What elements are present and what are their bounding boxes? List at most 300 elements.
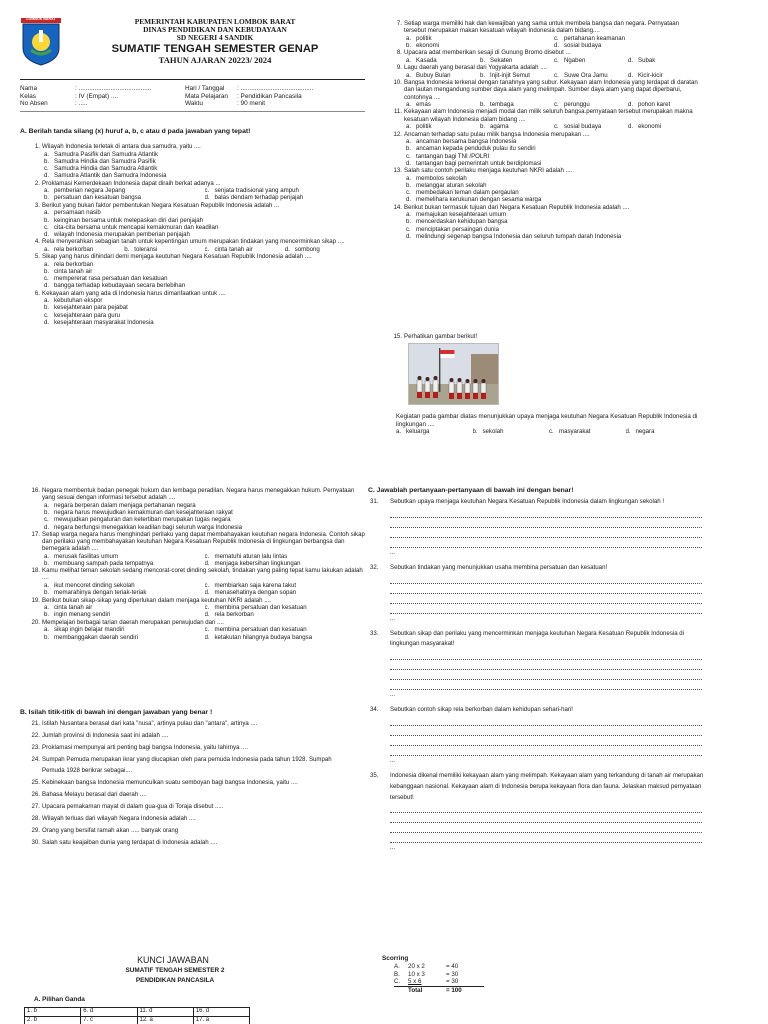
answer-option[interactable] <box>44 224 365 231</box>
answer-key-sub1: SUMATIF TENGAH SEMESTER 2 <box>125 967 225 974</box>
question-text: Setiap warga memiliki hak dan kewajiban yang sama untuk membela bangsa dan negara. Pernyataan tersebut merupakan makan kesatuan wilayah Indonesia dalam bidang.... <box>404 20 680 35</box>
answer-option[interactable] <box>480 57 554 64</box>
option-letter: d. <box>625 428 631 436</box>
answer-option[interactable] <box>406 42 554 49</box>
question-item <box>382 20 702 34</box>
question-number: 10. <box>393 79 402 87</box>
exam-year: TAHUN AJARAN 20223/ 2024 <box>158 55 272 65</box>
fill-question <box>20 742 345 753</box>
answer-option[interactable] <box>554 72 628 79</box>
question-item <box>382 64 702 71</box>
option-letter: a. <box>406 34 412 42</box>
answer-option[interactable] <box>628 101 702 108</box>
answer-option[interactable] <box>44 217 365 224</box>
question-number: 16. <box>31 487 40 494</box>
answer-option[interactable] <box>554 35 702 42</box>
answer-option[interactable] <box>44 312 365 319</box>
scoring-cell: 5 x 6 <box>408 978 422 986</box>
question-item <box>20 238 365 245</box>
answer-option[interactable] <box>554 57 628 64</box>
option-text: kesejahteraan masyarakat Indonesia <box>54 318 154 326</box>
option-text: Ngaben <box>564 57 586 65</box>
question-number: 34. <box>370 706 379 714</box>
answer-option[interactable] <box>406 72 480 79</box>
question-number: 1. <box>34 143 40 150</box>
answer-option[interactable] <box>628 72 702 79</box>
question-text: Indonesia dikenal memiliki kekayaan alam yang melimpah. Kekayaan alam yang terkandung di tanah air merupakan kebanggaan nasional. Kekayaan alam di Indonesia berupa kekayaan flora dan fauna. Jelaskan maksud pernyataan tersebut! <box>390 771 704 801</box>
absen-field[interactable]: : ..... <box>75 100 88 108</box>
option-letter: d. <box>204 633 210 641</box>
option-text: ingin menang sendiri <box>54 611 111 619</box>
option-letter: c. <box>44 223 49 231</box>
option-letter: a. <box>406 138 412 146</box>
essay-question <box>368 629 708 700</box>
question-number: 35. <box>370 771 379 779</box>
option-letter: b. <box>406 218 412 226</box>
question-number: 18. <box>31 567 40 575</box>
answer-line[interactable] <box>390 604 702 614</box>
answer-option[interactable] <box>44 187 205 194</box>
answer-line[interactable] <box>390 726 702 736</box>
option-text: pemberian negara Jepang <box>54 187 126 195</box>
answer-option[interactable] <box>44 524 365 531</box>
option-text: persamaan nasib <box>54 209 101 217</box>
question-text: Bangsa Indonesia terkenal dengan tanahnya yang subur. Kekayaan alam Indonesia yang terdapat di daratan dan lautan mengandung sumber daya alam yang melimpah. Sumber daya alam yang dapat diperbarui, contohnya .... <box>404 79 698 101</box>
answer-line[interactable] <box>390 660 702 670</box>
answer-key-cell: 6. d <box>81 1008 137 1017</box>
option-letter: c. <box>549 428 554 436</box>
answer-option[interactable] <box>205 553 366 560</box>
question-15-options <box>382 428 702 435</box>
answer-option[interactable] <box>480 123 554 130</box>
option-text: rela berkorban <box>54 245 94 253</box>
option-text: politik <box>416 123 432 131</box>
answer-option[interactable] <box>44 297 365 304</box>
option-text: Suwe Ora Jamu <box>564 71 608 79</box>
nama-label: Nama <box>20 85 38 92</box>
question-number: 15. <box>393 333 402 340</box>
question-number: 27. <box>31 802 40 810</box>
option-letter: c. <box>554 57 559 65</box>
answer-line[interactable] <box>390 594 702 604</box>
option-letter: c. <box>406 152 411 160</box>
option-text: mewujudkan pengaturan dan ketertiban merupakan tugas negara <box>54 516 231 524</box>
answer-option[interactable] <box>44 246 124 253</box>
option-letter: b. <box>44 633 50 641</box>
question-number: 6. <box>34 289 40 297</box>
answer-option[interactable] <box>406 101 480 108</box>
answer-option[interactable] <box>406 160 702 167</box>
answer-option[interactable] <box>44 634 205 641</box>
answer-option[interactable] <box>44 158 365 165</box>
option-letter: d. <box>628 57 634 65</box>
answer-option[interactable] <box>205 634 366 641</box>
option-letter: b. <box>480 57 486 65</box>
option-letter: a. <box>44 626 50 634</box>
option-letter: a. <box>44 150 50 158</box>
scoring-row <box>394 963 484 971</box>
answer-line[interactable] <box>390 803 702 813</box>
question-item <box>382 108 702 122</box>
essay-question <box>368 771 708 852</box>
fill-question <box>20 837 345 848</box>
option-text: senjata tradisional yang ampuh <box>214 187 299 195</box>
question-text: Rela menyerahkan sebagian tanah untuk kepentingan umum merupakan tindakan yang mencerminkan sikap .... <box>42 238 345 246</box>
option-text: ekonomi <box>638 123 662 131</box>
question-text: Kekayaan alam Indonesia menjadi modal dan milik seluruh bangsa.pernyataan tersebut merupakan makna kesatuan wilayah Indonesia dalam bidang .... <box>404 108 693 123</box>
answer-ellipsis: ... <box>390 756 396 764</box>
option-text: cinta tanah air <box>54 267 93 275</box>
option-letter: d. <box>406 159 412 167</box>
answer-options <box>20 582 365 596</box>
question-item <box>382 49 702 56</box>
question-text: Berikut bukan termasuk tujuan dari Negara Kesatuan Republik Indonesia adalah .... <box>404 203 630 211</box>
answer-option[interactable] <box>44 611 205 618</box>
option-text: bangga terhadap kebudayaan secara berlebihan <box>54 282 186 290</box>
answer-option[interactable] <box>406 233 702 240</box>
essay-question <box>368 497 708 557</box>
option-letter: b. <box>44 611 50 619</box>
answer-line[interactable] <box>390 813 702 823</box>
answer-option[interactable] <box>473 428 550 435</box>
option-text: melanggar aturan sekolah <box>416 181 487 189</box>
option-letter: d. <box>284 245 290 253</box>
letterhead-line2: DINAS PENDIDIKAN DAN KEBUDAYAAN <box>143 25 287 34</box>
answer-options <box>20 209 365 238</box>
question-number: 3. <box>34 201 40 209</box>
answer-ellipsis: ... <box>390 844 396 852</box>
school-logo <box>21 18 61 66</box>
answer-options <box>20 151 365 180</box>
waktu-value: : 90 menit <box>237 100 266 108</box>
answer-line[interactable] <box>390 833 702 843</box>
question-text: Bahasa Melayu berasal dari daerah .... <box>42 790 147 798</box>
question-text: Upacara pemakaman mayat di dalam gua-gua di Toraja disebut ..... <box>42 802 224 810</box>
answer-option[interactable] <box>44 165 365 172</box>
answer-option[interactable] <box>406 182 702 189</box>
question-number: 5. <box>34 253 40 261</box>
letterhead-line1: PEMERINTAH KABUPATEN LOMBOK BARAT <box>134 17 296 26</box>
answer-line[interactable] <box>390 508 702 518</box>
option-letter: a. <box>44 260 50 268</box>
answer-option[interactable] <box>44 604 205 611</box>
answer-option[interactable] <box>406 226 702 233</box>
kelas-label: Kelas <box>20 92 36 100</box>
scoring-title: Scorring <box>382 955 409 962</box>
question-text: Istilah Nusantara berasal dari kata "nusa", artinya pulau dan "antara", artinya .... <box>42 720 258 727</box>
option-letter: b. <box>44 589 50 597</box>
answer-key-cell: 16. d <box>193 1008 249 1017</box>
option-letter: b. <box>480 71 486 79</box>
answer-option[interactable] <box>44 560 205 567</box>
question-item <box>20 180 365 187</box>
identity-divider <box>20 111 365 112</box>
option-letter: a. <box>406 57 412 65</box>
question-text: Kamu melihat teman sekolah sedang mencorat-coret dinding sekolah, tindakan yang paling tepat kamu lakukan adalah .... <box>42 567 363 582</box>
option-letter: c. <box>204 552 210 560</box>
question-number: 21. <box>31 720 40 727</box>
answer-option[interactable] <box>44 509 365 516</box>
answer-option[interactable] <box>124 246 204 253</box>
question-number: 26. <box>31 790 40 798</box>
option-text: toleransi <box>134 245 158 253</box>
answer-option[interactable] <box>44 275 365 282</box>
hari-field[interactable]: : ......................................... <box>237 85 314 92</box>
option-letter: a. <box>44 582 50 590</box>
option-text: balas dendam terhadap penjajah <box>214 194 304 202</box>
answer-option[interactable] <box>205 560 366 567</box>
answer-options <box>382 175 702 204</box>
option-text: membolos sekolah <box>416 174 467 182</box>
option-letter: d. <box>204 560 210 568</box>
question-text: Upacara adat memberikan sesaji di Gunung Bromo disebut ... <box>404 49 571 57</box>
answer-option[interactable] <box>480 101 554 108</box>
option-text: masyarakat <box>559 428 591 436</box>
option-text: menciptakan persaingan dunia <box>416 225 500 233</box>
answer-key-sub2: PENDIDIKAN PANCASILA <box>135 977 215 984</box>
answer-line[interactable] <box>390 518 702 528</box>
option-text: sosial budaya <box>564 123 602 131</box>
answer-option[interactable] <box>396 428 473 435</box>
answer-option[interactable] <box>44 231 365 238</box>
option-letter: b. <box>44 509 50 517</box>
nama-field[interactable]: : ......................................... <box>75 85 152 92</box>
option-text: cinta tanah air <box>54 604 93 612</box>
answer-option[interactable] <box>205 626 366 633</box>
answer-line[interactable] <box>390 736 702 746</box>
answer-option[interactable] <box>44 304 365 311</box>
answer-option[interactable] <box>44 319 365 326</box>
option-text: pertahanan keamanan <box>564 34 625 42</box>
question-item <box>20 531 365 553</box>
answer-option[interactable] <box>406 175 702 182</box>
answer-option[interactable] <box>205 187 366 194</box>
option-letter: a. <box>406 101 412 109</box>
answer-line[interactable] <box>390 680 702 690</box>
answer-option[interactable] <box>205 194 366 201</box>
answer-option[interactable] <box>406 196 702 203</box>
mapel-value: : Pendidikan Pancasila <box>237 92 302 100</box>
scoring-cell: Total <box>408 986 446 995</box>
option-letter: c. <box>204 626 210 634</box>
option-text: membuang sampah pada tempatnya <box>54 560 154 568</box>
question-number: 2. <box>34 179 40 187</box>
option-letter: d. <box>628 71 634 79</box>
answer-option[interactable] <box>44 626 205 633</box>
option-text: Samudra Atlantik dan Samudra Indonesia <box>54 172 167 180</box>
scoring-cell <box>394 986 408 995</box>
answer-line[interactable] <box>390 538 702 548</box>
option-letter: a. <box>406 174 412 182</box>
option-text: kesejahteraan para pejabat <box>54 304 128 312</box>
answer-option[interactable] <box>205 589 366 596</box>
answer-option[interactable] <box>44 194 205 201</box>
question-text: Negara membentuk badan penegak hukum dan lembaga peradilan. Negara harus menegakkan hukum. Pernyataan yang sesuai dengan informasi tersebut adalah .... <box>42 487 355 502</box>
essay-questions <box>368 497 708 858</box>
answer-ellipsis: ... <box>390 548 396 556</box>
answer-option[interactable] <box>44 209 365 216</box>
answer-ellipsis: ... <box>390 614 396 622</box>
letterhead-line3: SD NEGERI 4 SANDIK <box>176 33 254 42</box>
option-text: membanggakan daerah sendiri <box>54 633 139 641</box>
answer-option[interactable] <box>205 246 285 253</box>
option-letter: a. <box>406 123 412 131</box>
option-letter: b. <box>44 267 50 275</box>
answer-option[interactable] <box>44 151 365 158</box>
answer-line[interactable] <box>390 716 702 726</box>
answer-line[interactable] <box>390 574 702 584</box>
answer-line[interactable] <box>390 584 702 594</box>
answer-line[interactable] <box>390 823 702 833</box>
question-text: Sumpah Pemuda merupakan ikrar yang diucapkan oleh para pemuda Indonesia pada tahun 1928. Sumpah Pemuda 1928 berikrar sebagai.... <box>42 755 332 775</box>
option-letter: b. <box>406 145 412 153</box>
question-text: Proklamasi mempunyai arti penting bagi bangsa Indonesia, yaitu lahirnya .... <box>42 743 248 751</box>
option-text: membina persatuan dan kesatuan <box>214 604 307 612</box>
answer-option[interactable] <box>44 516 365 523</box>
option-letter: a. <box>44 501 50 509</box>
answer-option[interactable] <box>626 428 703 435</box>
answer-option[interactable] <box>406 211 702 218</box>
answer-option[interactable] <box>205 611 366 618</box>
question-text: Jumlah provinsi di Indonesia saat ini adalah .... <box>42 731 169 739</box>
answer-option[interactable] <box>44 502 365 509</box>
answer-key-row <box>25 1016 250 1024</box>
question-item <box>20 202 365 209</box>
option-letter: c. <box>406 225 411 233</box>
question-number: 25. <box>31 779 40 787</box>
question-15-caption: Kegiatan pada gambar diatas menunjukkan upaya menjaga keutuhan Negara Kesatuan Republik Indonesia di lingkungan .... <box>396 413 698 428</box>
option-text: membedakan teman dalam pergaulan <box>416 189 519 197</box>
fill-question <box>20 801 345 812</box>
answer-option[interactable] <box>44 172 365 179</box>
scoring-row <box>394 986 484 995</box>
questions-7-14 <box>382 20 702 240</box>
option-text: merusak fasilitas umum <box>54 552 119 560</box>
answer-option[interactable] <box>406 138 702 145</box>
answer-option[interactable] <box>406 153 702 160</box>
option-letter: d. <box>406 196 412 204</box>
answer-line[interactable] <box>390 528 702 538</box>
answer-option[interactable] <box>44 282 365 289</box>
option-text: negara berfungsi menegakkan keadilan bagi seluruh warga Indonesia <box>54 523 243 531</box>
option-letter: c. <box>204 604 210 612</box>
question-text: Salah satu keajaiban dunia yang terdapat di Indonesia adalah .... <box>42 838 218 846</box>
answer-line[interactable] <box>390 746 702 756</box>
option-letter: c. <box>204 187 210 195</box>
answer-option[interactable] <box>406 218 702 225</box>
answer-option[interactable] <box>549 428 626 435</box>
option-text: memarahinya dengan teriak-teriak <box>54 589 147 597</box>
option-letter: a. <box>44 209 50 217</box>
question-number: 29. <box>31 826 40 834</box>
option-text: rela berkorban <box>214 611 254 619</box>
option-letter: b. <box>480 123 486 131</box>
option-text: tembaga <box>490 101 514 109</box>
answer-option[interactable] <box>628 123 702 130</box>
answer-option[interactable] <box>205 604 366 611</box>
answer-option[interactable] <box>205 582 366 589</box>
logo-text: LOMBOK BARAT <box>26 17 56 21</box>
question-text: Berikut bukan sikap-sikap yang diperlukan dalam menjaga keutuhan NKRI adalah .... <box>42 596 271 604</box>
option-letter: d. <box>628 101 634 109</box>
answer-options <box>20 261 365 290</box>
answer-key-cell: 11. d <box>137 1008 193 1017</box>
option-letter: d. <box>44 523 50 531</box>
answer-option[interactable] <box>406 145 702 152</box>
answer-option[interactable] <box>285 246 365 253</box>
question-number: 19. <box>31 596 40 604</box>
answer-option[interactable] <box>554 101 628 108</box>
section-a-heading: A. Berilah tanda silang (x) huruf a, b, c atau d pada jawaban yang tepat! <box>20 128 251 135</box>
question-item <box>382 204 702 211</box>
option-letter: c. <box>44 275 49 283</box>
section-c-heading: C. Jawablah pertanyaan-pertanyaan di bawah ini dengan benar! <box>368 487 574 494</box>
question-number: 7. <box>396 20 402 27</box>
answer-option[interactable] <box>406 123 480 130</box>
scoring-row <box>394 971 484 979</box>
answer-option[interactable] <box>480 72 554 79</box>
option-letter: c. <box>44 516 49 524</box>
answer-option[interactable] <box>44 553 205 560</box>
answer-option[interactable] <box>406 57 480 64</box>
option-text: Kasada <box>416 57 437 65</box>
kelas-field[interactable]: : IV (Empat) .... <box>75 92 118 100</box>
question-text: Setiap warga negara harus menghindari perilaku yang dapat membahayakan keutuhan negara Indonesia. Contoh sikap dan perilaku yang membahayakan keutuhan Negara Kesatuan Republik Indonesia di lingkungan berbangsa dan bernegara adalah .... <box>42 530 365 553</box>
option-text: keinginan bersama untuk melepaskan diri dari penjajah <box>54 216 204 224</box>
option-text: membina persatuan dan kesatuan <box>214 626 307 634</box>
question-number: 30. <box>31 838 40 846</box>
option-text: negara berperan dalam menjaga pertahanan negara <box>54 501 196 509</box>
answer-option[interactable] <box>44 268 365 275</box>
answer-ellipsis: ... <box>390 691 396 699</box>
option-letter: a. <box>44 552 50 560</box>
option-letter: b. <box>44 157 50 165</box>
mapel-label: Mata Pelajaran <box>185 92 228 100</box>
question-item <box>382 131 702 138</box>
answer-option[interactable] <box>628 57 702 64</box>
question-number: 9. <box>396 64 402 72</box>
exam-title: SUMATIF TENGAH SEMESTER GENAP <box>111 43 319 55</box>
option-text: cita-cita bersama untuk mencapai kemakmuran dan keadilan <box>54 223 219 231</box>
option-letter: a. <box>44 604 50 612</box>
answer-key-cell: 1. b <box>25 1008 81 1017</box>
answer-line[interactable] <box>390 650 702 660</box>
option-text: Samudra Hindia dan Samudra Pasifik <box>54 157 156 165</box>
answer-option[interactable] <box>406 189 702 196</box>
answer-option[interactable] <box>44 261 365 268</box>
answer-options <box>20 626 365 640</box>
answer-key-cell: 7. c <box>81 1016 137 1024</box>
answer-options <box>20 553 365 567</box>
answer-option[interactable] <box>406 35 554 42</box>
answer-key-table <box>24 1007 250 1024</box>
answer-option[interactable] <box>44 582 205 589</box>
scoring-cell: = 100 <box>446 986 484 995</box>
question-item <box>20 619 365 626</box>
answer-line[interactable] <box>390 670 702 680</box>
question-number: 17. <box>31 530 40 538</box>
scoring-row <box>394 978 484 986</box>
option-letter: a. <box>406 211 412 219</box>
scoring-cell: = 30 <box>446 978 459 986</box>
option-text: menasehatinya dengan sopan <box>214 589 297 597</box>
option-text: ancaman bersama bangsa Indonesia <box>416 138 517 146</box>
answer-option[interactable] <box>44 589 205 596</box>
option-letter: d. <box>554 42 560 50</box>
answer-option[interactable] <box>554 42 702 49</box>
scoring-cell: = 40 <box>446 963 459 970</box>
answer-option[interactable] <box>554 123 628 130</box>
